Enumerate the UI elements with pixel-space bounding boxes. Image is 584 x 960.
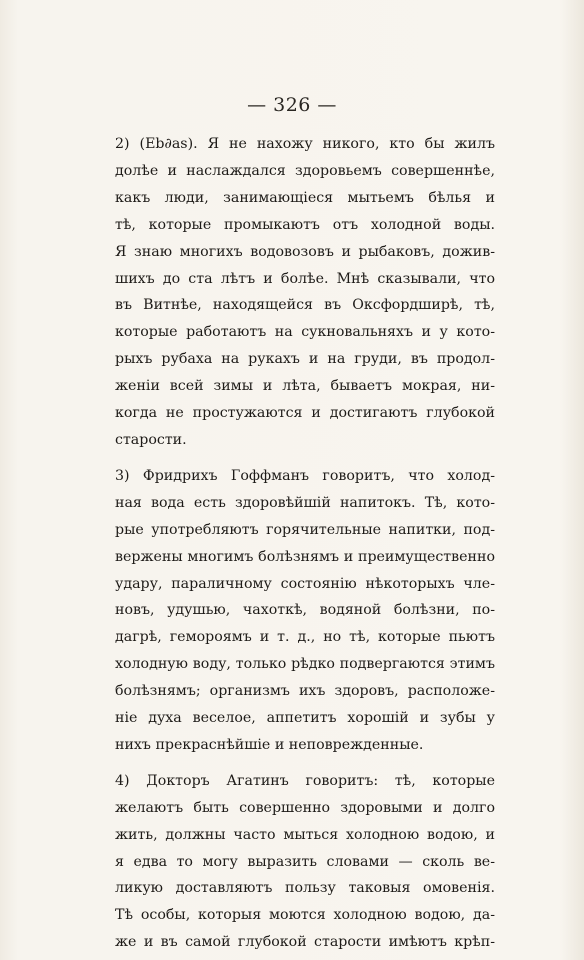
text-line: долѣе и наслаждался здоровьемъ совершеннѣе, — [115, 162, 495, 179]
text-line: которые работаютъ на сукновальняхъ и у кото- — [115, 324, 495, 341]
text-line: ная вода есть здоровѣйшій напитокъ. Тѣ, кото- — [115, 494, 495, 511]
text-line: ликую доставляютъ пользу таковыя омовенія. — [115, 880, 495, 897]
text-line: 4) Докторъ Агатинъ говоритъ: тѣ, которые — [115, 772, 495, 789]
paragraph-4 — [115, 768, 495, 956]
paragraph-2 — [115, 131, 495, 454]
body-text — [115, 131, 495, 960]
text-line: вержены многимъ болѣзнямъ и преимущественно — [115, 548, 495, 565]
text-line: холодную воду, только рѣдко подвергаются этимъ — [115, 656, 495, 673]
text-line: шихъ до ста лѣтъ и болѣе. Мнѣ сказывали, что — [115, 270, 495, 287]
text-line: Я знаю многихъ водовозовъ и рыбаковъ, дожив- — [115, 243, 495, 260]
text-line: въ Витнѣе, находящейся въ Оксфордширѣ, тѣ, — [115, 297, 495, 314]
text-line: дагрѣ, гемороямъ и т. д., но тѣ, которые пьютъ — [115, 629, 495, 646]
text-line: рыхъ рубаха на рукахъ и на груди, въ продол- — [115, 351, 495, 368]
text-line: же и въ самой глубокой старости имѣютъ крѣп- — [115, 934, 495, 951]
text-line: 3) Фридрихъ Гоффманъ говоритъ, что холод- — [115, 467, 495, 484]
text-line: тѣ, которые промыкаютъ отъ холодной воды. — [115, 216, 495, 233]
text-line: ніе духа веселое, аппетитъ хорошій и зубы у — [115, 710, 495, 727]
text-line: удару, параличному состоянію нѣкоторыхъ чле- — [115, 575, 495, 592]
paragraph-3 — [115, 463, 495, 759]
text-line: болѣзнямъ; организмъ ихъ здоровъ, расположе- — [115, 683, 495, 700]
text-line: 2) (Eb∂as). Я не нахожу никого, кто бы жилъ — [115, 136, 495, 152]
page-number: — 326 — — [247, 94, 337, 116]
text-line: нихъ прекраснѣйшіе и неповрежденные. — [115, 736, 424, 753]
text-line: жить, должны часто мыться холодною водою, и — [115, 826, 495, 843]
text-line: какъ люди, занимающіеся мытьемъ бѣлья и — [115, 189, 495, 206]
text-line: желаютъ быть совершенно здоровыми и долго — [115, 799, 495, 816]
text-line: я едва то могу выразить словами — сколь ве- — [115, 853, 495, 870]
text-line: рые употребляютъ горячительные напитки, под- — [115, 521, 495, 538]
text-line: женіи всей зимы и лѣта, бываетъ мокрая, ни- — [115, 378, 495, 395]
text-line: старости. — [115, 431, 187, 448]
text-line: Тѣ особы, которыя моются холодною водою, да- — [115, 907, 495, 924]
text-line: когда не простужаются и достигаютъ глубокой — [115, 405, 495, 422]
text-line: новъ, удушью, чахоткѣ, водяной болѣзни, по- — [115, 602, 495, 619]
